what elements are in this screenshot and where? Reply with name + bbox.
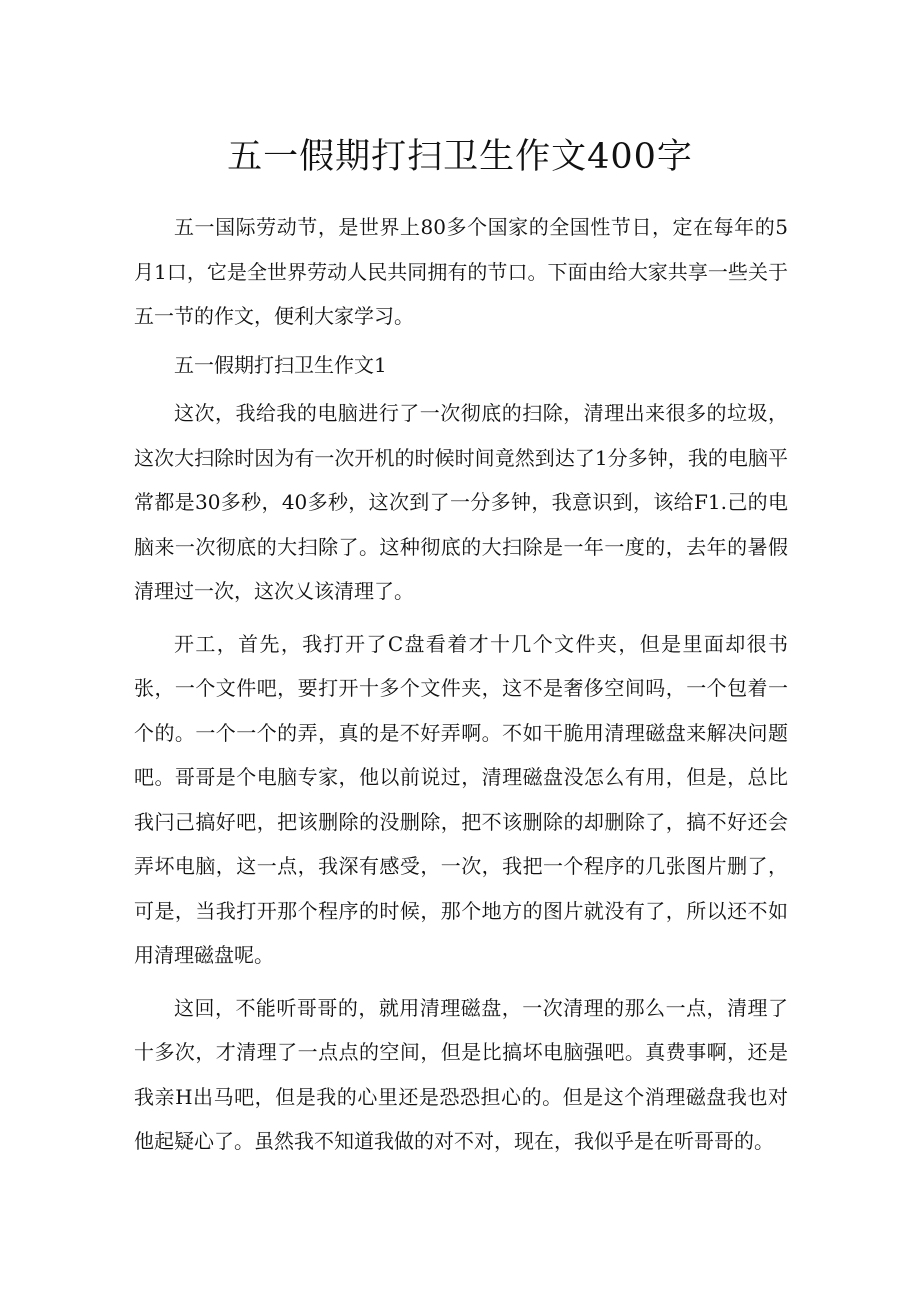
paragraph-1: 这次，我给我的电脑进行了一次彻底的扫除，清理出来很多的垃圾，这次大扫除时因为有一次开机的时候时间竟然到达了1分多钟，我的电脑平常都是30多秒，40多秒，这次到了一分多钟，我意识到，该给F1.己的电脑来一次彻底的大扫除了。这种彻底的大扫除是一年一度的，去年的暑假清理过一次，这次乂该清理了。 <box>134 401 788 603</box>
paragraph-3: 这回，不能听哥哥的，就用清理磁盘，一次清理的那么一点，清理了十多次，才清理了一点点的空间，但是比搞坏电脑强吧。真费事啊，还是我亲H出马吧，但是我的心里还是恐恐担心的。但是这个消理磁盘我也对他起疑心了。虽然我不知道我做的对不对，现在，我似乎是在听哥哥的。 <box>134 995 788 1153</box>
section-heading: 五一假期打扫卫生作文1 <box>174 352 387 377</box>
document-body <box>134 205 788 1164</box>
document-title: 五一假期打扫卫生作文400字 <box>227 137 693 177</box>
paragraph-2: 开工，首先，我打开了C盘看着才十几个文件夹，但是里面却很书张，一个文件吧，要打开十多个文件夹，这不是奢侈空间吗，一个包着一个的。一个一个的弄，真的是不好弄啊。不如干脆用清理磁盘来解决问题吧。哥哥是个电脑专家，他以前说过，清理磁盘没怎么有用，但是，总比我闩己搞好吧，把该删除的没删除，把不该删除的却删除了，搞不好还会弄坏电脑，这一点，我深有感受，一次，我把一个程序的几张图片删了，可是，当我打开那个程序的时候，那个地方的图片就没有了，所以还不如用清理磁盘呢。 <box>134 631 788 967</box>
paragraph-intro: 五一国际劳动节，是世界上80多个国家的全国性节日，定在每年的5月1口，它是全世界劳动人民共同拥有的节口。下面由给大家共享一些关于五一节的作文，便利大家学习。 <box>134 215 788 328</box>
